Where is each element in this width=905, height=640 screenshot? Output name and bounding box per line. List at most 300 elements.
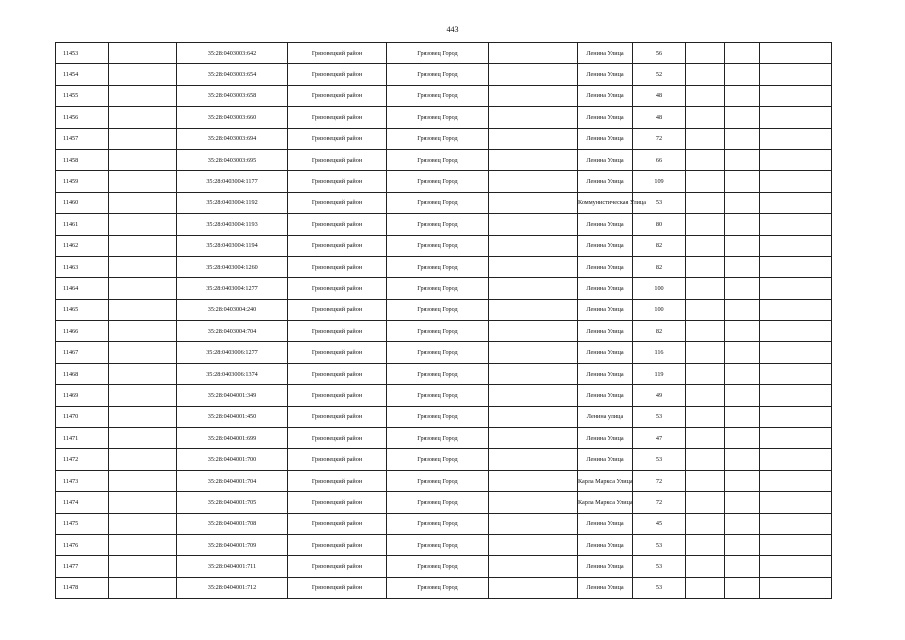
cadastral-number-cell: 35:28:0403006:1277 [177, 342, 288, 363]
register-table [55, 42, 832, 599]
empty-cell [686, 299, 725, 320]
house-number-cell: 56 [633, 43, 686, 64]
house-number-cell: 119 [633, 363, 686, 384]
row-number-cell: 11468 [56, 363, 109, 384]
settlement-cell: Грязовец Город [387, 577, 489, 598]
street-cell: Ленина Улица [578, 299, 633, 320]
empty-cell [489, 278, 578, 299]
empty-cell [686, 534, 725, 555]
cadastral-number-cell: 35:28:0403003:660 [177, 107, 288, 128]
district-cell: Грязовецкий район [288, 470, 387, 491]
house-number-cell: 116 [633, 342, 686, 363]
empty-cell [760, 556, 832, 577]
cadastral-number-cell: 35:28:0403003:658 [177, 85, 288, 106]
district-cell: Грязовецкий район [288, 492, 387, 513]
empty-cell [109, 192, 177, 213]
street-cell: Ленина Улица [578, 385, 633, 406]
house-number-cell: 80 [633, 214, 686, 235]
register-rows [56, 43, 832, 599]
cadastral-number-cell: 35:28:0403003:695 [177, 149, 288, 170]
empty-cell [686, 149, 725, 170]
empty-cell [109, 235, 177, 256]
table-row [56, 513, 832, 534]
row-number-cell: 11467 [56, 342, 109, 363]
settlement-cell: Грязовец Город [387, 192, 489, 213]
house-number-cell: 49 [633, 385, 686, 406]
cadastral-number-cell: 35:28:0404001:450 [177, 406, 288, 427]
cadastral-number-cell: 35:28:0404001:699 [177, 428, 288, 449]
empty-cell [686, 321, 725, 342]
empty-cell [109, 128, 177, 149]
row-number-cell: 11457 [56, 128, 109, 149]
empty-cell [686, 214, 725, 235]
empty-cell [760, 64, 832, 85]
empty-cell [489, 428, 578, 449]
table-row [56, 171, 832, 192]
settlement-cell: Грязовец Город [387, 406, 489, 427]
empty-cell [489, 385, 578, 406]
empty-cell [725, 492, 760, 513]
cadastral-number-cell: 35:28:0403003:694 [177, 128, 288, 149]
table-row [56, 256, 832, 277]
row-number-cell: 11459 [56, 171, 109, 192]
empty-cell [109, 278, 177, 299]
empty-cell [760, 107, 832, 128]
cadastral-number-cell: 35:28:0403004:1177 [177, 171, 288, 192]
house-number-cell: 82 [633, 256, 686, 277]
settlement-cell: Грязовец Город [387, 214, 489, 235]
empty-cell [109, 214, 177, 235]
empty-cell [489, 85, 578, 106]
empty-cell [725, 128, 760, 149]
district-cell: Грязовецкий район [288, 278, 387, 299]
district-cell: Грязовецкий район [288, 149, 387, 170]
district-cell: Грязовецкий район [288, 385, 387, 406]
empty-cell [760, 577, 832, 598]
empty-cell [725, 149, 760, 170]
empty-cell [725, 107, 760, 128]
row-number-cell: 11475 [56, 513, 109, 534]
row-number-cell: 11460 [56, 192, 109, 213]
table-row [56, 534, 832, 555]
district-cell: Грязовецкий район [288, 534, 387, 555]
empty-cell [489, 149, 578, 170]
street-cell: Карла Маркса Улица [578, 470, 633, 491]
house-number-cell: 82 [633, 235, 686, 256]
empty-cell [489, 299, 578, 320]
house-number-cell: 53 [633, 556, 686, 577]
street-cell: Ленина Улица [578, 342, 633, 363]
table-row [56, 278, 832, 299]
empty-cell [760, 85, 832, 106]
district-cell: Грязовецкий район [288, 428, 387, 449]
row-number-cell: 11477 [56, 556, 109, 577]
street-cell: Ленина Улица [578, 513, 633, 534]
street-cell: Ленина улица [578, 406, 633, 427]
empty-cell [489, 492, 578, 513]
empty-cell [109, 149, 177, 170]
cadastral-number-cell: 35:28:0403003:654 [177, 64, 288, 85]
empty-cell [760, 278, 832, 299]
street-cell: Карла Маркса Улица [578, 492, 633, 513]
table-row [56, 321, 832, 342]
cadastral-number-cell: 35:28:0404001:708 [177, 513, 288, 534]
cadastral-number-cell: 35:28:0403006:1374 [177, 363, 288, 384]
district-cell: Грязовецкий район [288, 449, 387, 470]
settlement-cell: Грязовец Город [387, 85, 489, 106]
cadastral-number-cell: 35:28:0403004:1192 [177, 192, 288, 213]
empty-cell [725, 171, 760, 192]
settlement-cell: Грязовец Город [387, 149, 489, 170]
empty-cell [489, 128, 578, 149]
street-cell: Ленина Улица [578, 556, 633, 577]
table-row [56, 107, 832, 128]
empty-cell [489, 513, 578, 534]
empty-cell [109, 43, 177, 64]
house-number-cell: 72 [633, 492, 686, 513]
empty-cell [109, 470, 177, 491]
settlement-cell: Грязовец Город [387, 342, 489, 363]
row-number-cell: 11473 [56, 470, 109, 491]
district-cell: Грязовецкий район [288, 299, 387, 320]
empty-cell [489, 363, 578, 384]
district-cell: Грязовецкий район [288, 256, 387, 277]
empty-cell [725, 43, 760, 64]
empty-cell [489, 321, 578, 342]
street-cell: Ленина Улица [578, 278, 633, 299]
table-row [56, 128, 832, 149]
empty-cell [489, 43, 578, 64]
street-cell: Ленина Улица [578, 363, 633, 384]
empty-cell [686, 470, 725, 491]
house-number-cell: 53 [633, 192, 686, 213]
empty-cell [760, 256, 832, 277]
empty-cell [760, 235, 832, 256]
street-cell: Ленина Улица [578, 85, 633, 106]
settlement-cell: Грязовец Город [387, 492, 489, 513]
cadastral-number-cell: 35:28:0404001:704 [177, 470, 288, 491]
street-cell: Ленина Улица [578, 43, 633, 64]
district-cell: Грязовецкий район [288, 128, 387, 149]
row-number-cell: 11466 [56, 321, 109, 342]
table-row [56, 363, 832, 384]
settlement-cell: Грязовец Город [387, 43, 489, 64]
table-row [56, 342, 832, 363]
row-number-cell: 11474 [56, 492, 109, 513]
house-number-cell: 48 [633, 107, 686, 128]
empty-cell [489, 171, 578, 192]
cadastral-number-cell: 35:28:0403004:1277 [177, 278, 288, 299]
cadastral-number-cell: 35:28:0404001:711 [177, 556, 288, 577]
house-number-cell: 100 [633, 299, 686, 320]
street-cell: Ленина Улица [578, 449, 633, 470]
empty-cell [489, 470, 578, 491]
empty-cell [760, 128, 832, 149]
settlement-cell: Грязовец Город [387, 235, 489, 256]
cadastral-number-cell: 35:28:0403004:240 [177, 299, 288, 320]
empty-cell [489, 577, 578, 598]
empty-cell [109, 256, 177, 277]
table-row [56, 406, 832, 427]
page-number: 443 [446, 25, 459, 34]
house-number-cell: 72 [633, 128, 686, 149]
house-number-cell: 53 [633, 577, 686, 598]
table-row [56, 214, 832, 235]
settlement-cell: Грязовец Город [387, 428, 489, 449]
empty-cell [760, 43, 832, 64]
empty-cell [686, 256, 725, 277]
row-number-cell: 11463 [56, 256, 109, 277]
row-number-cell: 11478 [56, 577, 109, 598]
cadastral-number-cell: 35:28:0404001:705 [177, 492, 288, 513]
house-number-cell: 82 [633, 321, 686, 342]
empty-cell [109, 299, 177, 320]
empty-cell [109, 513, 177, 534]
empty-cell [109, 385, 177, 406]
empty-cell [686, 385, 725, 406]
table-row [56, 235, 832, 256]
house-number-cell: 45 [633, 513, 686, 534]
row-number-cell: 11472 [56, 449, 109, 470]
empty-cell [760, 363, 832, 384]
empty-cell [725, 513, 760, 534]
row-number-cell: 11465 [56, 299, 109, 320]
table-row [56, 556, 832, 577]
house-number-cell: 48 [633, 85, 686, 106]
settlement-cell: Грязовец Город [387, 107, 489, 128]
row-number-cell: 11461 [56, 214, 109, 235]
house-number-cell: 72 [633, 470, 686, 491]
settlement-cell: Грязовец Город [387, 128, 489, 149]
row-number-cell: 11453 [56, 43, 109, 64]
house-number-cell: 53 [633, 406, 686, 427]
house-number-cell: 100 [633, 278, 686, 299]
table-row [56, 449, 832, 470]
house-number-cell: 52 [633, 64, 686, 85]
street-cell: Ленина Улица [578, 428, 633, 449]
row-number-cell: 11469 [56, 385, 109, 406]
house-number-cell: 53 [633, 534, 686, 555]
empty-cell [686, 449, 725, 470]
settlement-cell: Грязовец Город [387, 256, 489, 277]
empty-cell [760, 299, 832, 320]
house-number-cell: 47 [633, 428, 686, 449]
street-cell: Ленина Улица [578, 256, 633, 277]
street-cell: Ленина Улица [578, 107, 633, 128]
house-number-cell: 53 [633, 449, 686, 470]
district-cell: Грязовецкий район [288, 556, 387, 577]
empty-cell [686, 128, 725, 149]
empty-cell [686, 513, 725, 534]
empty-cell [760, 513, 832, 534]
table-row [56, 192, 832, 213]
table-row [56, 470, 832, 491]
cadastral-number-cell: 35:28:0404001:712 [177, 577, 288, 598]
empty-cell [760, 342, 832, 363]
street-cell: Ленина Улица [578, 171, 633, 192]
street-cell: Коммунистическая Улица [578, 192, 633, 213]
table-row [56, 428, 832, 449]
district-cell: Грязовецкий район [288, 342, 387, 363]
empty-cell [760, 534, 832, 555]
empty-cell [109, 449, 177, 470]
table-row [56, 149, 832, 170]
empty-cell [686, 363, 725, 384]
empty-cell [489, 556, 578, 577]
empty-cell [686, 556, 725, 577]
table-row [56, 64, 832, 85]
table-row [56, 492, 832, 513]
empty-cell [686, 278, 725, 299]
empty-cell [686, 342, 725, 363]
cadastral-number-cell: 35:28:0403003:642 [177, 43, 288, 64]
empty-cell [109, 363, 177, 384]
empty-cell [686, 43, 725, 64]
empty-cell [760, 214, 832, 235]
row-number-cell: 11470 [56, 406, 109, 427]
empty-cell [725, 85, 760, 106]
district-cell: Грязовецкий район [288, 235, 387, 256]
street-cell: Ленина Улица [578, 128, 633, 149]
empty-cell [725, 363, 760, 384]
table-row [56, 299, 832, 320]
empty-cell [109, 534, 177, 555]
settlement-cell: Грязовец Город [387, 363, 489, 384]
empty-cell [489, 256, 578, 277]
empty-cell [109, 321, 177, 342]
empty-cell [109, 107, 177, 128]
empty-cell [725, 214, 760, 235]
settlement-cell: Грязовец Город [387, 470, 489, 491]
empty-cell [686, 171, 725, 192]
empty-cell [725, 428, 760, 449]
empty-cell [489, 235, 578, 256]
street-cell: Ленина Улица [578, 149, 633, 170]
empty-cell [109, 171, 177, 192]
empty-cell [725, 385, 760, 406]
empty-cell [489, 64, 578, 85]
house-number-cell: 109 [633, 171, 686, 192]
empty-cell [489, 214, 578, 235]
empty-cell [725, 256, 760, 277]
street-cell: Ленина Улица [578, 235, 633, 256]
empty-cell [725, 192, 760, 213]
row-number-cell: 11454 [56, 64, 109, 85]
empty-cell [109, 428, 177, 449]
street-cell: Ленина Улица [578, 534, 633, 555]
empty-cell [489, 192, 578, 213]
table-row [56, 43, 832, 64]
row-number-cell: 11471 [56, 428, 109, 449]
district-cell: Грязовецкий район [288, 192, 387, 213]
empty-cell [686, 192, 725, 213]
empty-cell [725, 64, 760, 85]
empty-cell [489, 342, 578, 363]
empty-cell [760, 192, 832, 213]
empty-cell [760, 492, 832, 513]
cadastral-number-cell: 35:28:0404001:349 [177, 385, 288, 406]
house-number-cell: 66 [633, 149, 686, 170]
empty-cell [725, 406, 760, 427]
settlement-cell: Грязовец Город [387, 321, 489, 342]
row-number-cell: 11462 [56, 235, 109, 256]
empty-cell [109, 577, 177, 598]
district-cell: Грязовецкий район [288, 321, 387, 342]
empty-cell [489, 534, 578, 555]
table-row [56, 85, 832, 106]
settlement-cell: Грязовец Город [387, 171, 489, 192]
cadastral-number-cell: 35:28:0404001:700 [177, 449, 288, 470]
row-number-cell: 11456 [56, 107, 109, 128]
empty-cell [686, 64, 725, 85]
empty-cell [686, 428, 725, 449]
empty-cell [109, 556, 177, 577]
table-row [56, 577, 832, 598]
empty-cell [686, 107, 725, 128]
settlement-cell: Грязовец Город [387, 449, 489, 470]
empty-cell [489, 449, 578, 470]
row-number-cell: 11476 [56, 534, 109, 555]
empty-cell [760, 470, 832, 491]
empty-cell [109, 64, 177, 85]
empty-cell [760, 321, 832, 342]
street-cell: Ленина Улица [578, 64, 633, 85]
district-cell: Грязовецкий район [288, 85, 387, 106]
empty-cell [725, 321, 760, 342]
district-cell: Грязовецкий район [288, 171, 387, 192]
empty-cell [686, 492, 725, 513]
empty-cell [725, 534, 760, 555]
empty-cell [760, 428, 832, 449]
empty-cell [760, 406, 832, 427]
street-cell: Ленина Улица [578, 214, 633, 235]
settlement-cell: Грязовец Город [387, 513, 489, 534]
row-number-cell: 11458 [56, 149, 109, 170]
table-row [56, 385, 832, 406]
row-number-cell: 11455 [56, 85, 109, 106]
settlement-cell: Грязовец Город [387, 64, 489, 85]
empty-cell [760, 449, 832, 470]
settlement-cell: Грязовец Город [387, 278, 489, 299]
district-cell: Грязовецкий район [288, 43, 387, 64]
settlement-cell: Грязовец Город [387, 385, 489, 406]
empty-cell [760, 171, 832, 192]
district-cell: Грязовецкий район [288, 406, 387, 427]
empty-cell [489, 406, 578, 427]
empty-cell [725, 577, 760, 598]
empty-cell [686, 235, 725, 256]
empty-cell [686, 577, 725, 598]
cadastral-number-cell: 35:28:0404001:709 [177, 534, 288, 555]
empty-cell [760, 149, 832, 170]
empty-cell [109, 85, 177, 106]
empty-cell [725, 556, 760, 577]
settlement-cell: Грязовец Город [387, 534, 489, 555]
cadastral-number-cell: 35:28:0403004:1194 [177, 235, 288, 256]
empty-cell [109, 406, 177, 427]
district-cell: Грязовецкий район [288, 107, 387, 128]
district-cell: Грязовецкий район [288, 363, 387, 384]
empty-cell [725, 235, 760, 256]
district-cell: Грязовецкий район [288, 513, 387, 534]
district-cell: Грязовецкий район [288, 214, 387, 235]
empty-cell [109, 492, 177, 513]
empty-cell [109, 342, 177, 363]
empty-cell [686, 406, 725, 427]
district-cell: Грязовецкий район [288, 64, 387, 85]
empty-cell [725, 278, 760, 299]
settlement-cell: Грязовец Город [387, 299, 489, 320]
